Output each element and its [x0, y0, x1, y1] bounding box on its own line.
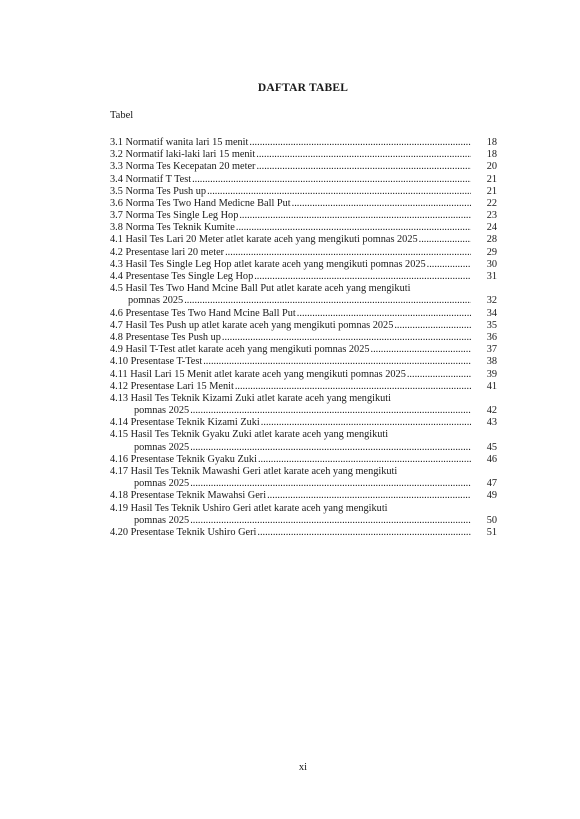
toc-entry-page: 28: [486, 234, 497, 246]
toc-entry-label: 3.4 Normatif T Test: [110, 173, 192, 185]
dot-leader: [184, 296, 471, 308]
dot-leader: [222, 332, 471, 344]
toc-entry-page: 38: [486, 356, 497, 368]
toc-entry: [110, 161, 497, 173]
dot-leader: [190, 515, 471, 527]
dot-leader: [249, 137, 471, 149]
toc-entry-page: 18: [486, 136, 497, 148]
dot-leader: [192, 174, 471, 186]
dot-leader: [190, 442, 471, 454]
toc-entry: [110, 149, 497, 161]
toc-entry-page: 41: [486, 380, 497, 392]
toc-entry-label: 4.20 Presentase Teknik Ushiro Geri: [110, 526, 257, 538]
toc-entry-page: 36: [486, 331, 497, 343]
page-title: DAFTAR TABEL: [257, 82, 349, 94]
toc-entry-line: [110, 430, 497, 442]
toc-entry-label-cont: pomnas 2025: [134, 478, 190, 490]
toc-entry: [110, 369, 497, 381]
toc-entry-page: 50: [486, 514, 497, 526]
toc-entry-page: 32: [486, 295, 497, 307]
toc-entry: [110, 332, 497, 344]
table-list-subheading: Tabel: [110, 110, 134, 121]
toc-entry-page: 45: [486, 441, 497, 453]
toc-entry-label: 4.17 Hasil Tes Teknik Mawashi Geri atlet karate aceh yang mengikuti: [110, 466, 398, 478]
toc-entry-label: 4.11 Hasil Lari 15 Menit atlet karate aceh yang mengikuti pomnas 2025: [110, 368, 406, 380]
dot-leader: [235, 381, 471, 393]
toc-entry: [110, 198, 497, 210]
toc-entry-continuation: [110, 442, 497, 454]
dot-leader: [203, 357, 471, 369]
toc-entry-continuation: [110, 515, 497, 527]
toc-entry-label: 4.9 Hasil T-Test atlet karate aceh yang mengikuti pomnas 2025: [110, 344, 370, 356]
toc-entry-label: 3.3 Norma Tes Kecepatan 20 meter: [110, 161, 256, 173]
toc-entry-line: [110, 466, 497, 478]
toc-entry-label: 4.10 Presentase T-Test: [110, 356, 203, 368]
toc-entry: [110, 308, 497, 320]
toc-entry-page: 21: [486, 173, 497, 185]
toc-entry-page: 30: [486, 258, 497, 270]
toc-entry-label: 3.7 Norma Tes Single Leg Hop: [110, 210, 239, 222]
toc-entry-continuation: [110, 405, 497, 417]
toc-entry: [110, 381, 497, 393]
toc-entry-line: [110, 503, 497, 515]
toc-entry-label: 4.14 Presentase Teknik Kizami Zuki: [110, 417, 260, 429]
toc-entry-page: 24: [486, 222, 497, 234]
dot-leader: [258, 454, 471, 466]
toc-entry: [110, 186, 497, 198]
dot-leader: [257, 527, 471, 539]
toc-entry-label: 4.16 Presentase Teknik Gyaku Zuki: [110, 453, 257, 465]
toc-entry-page: 51: [486, 526, 497, 538]
toc-entry: [110, 527, 497, 539]
toc-entry: [110, 454, 497, 466]
toc-entry-continuation: [110, 295, 497, 307]
toc-entry-page: 47: [486, 478, 497, 490]
toc-entry-page: 22: [486, 197, 497, 209]
dot-leader: [292, 198, 471, 210]
toc-entry-page: 35: [486, 319, 497, 331]
dot-leader: [190, 478, 471, 490]
dot-leader: [267, 491, 471, 503]
toc-entry-label-cont: pomnas 2025: [134, 405, 190, 417]
toc-entry-label: 4.4 Presentase Tes Single Leg Hop: [110, 271, 254, 283]
toc-entry: [110, 137, 497, 149]
toc-entry-page: 21: [486, 185, 497, 197]
dot-leader: [427, 259, 471, 271]
toc-entry-label: 4.19 Hasil Tes Teknik Ushiro Geri atlet karate aceh yang mengikuti: [110, 502, 388, 514]
toc-entry-label-cont: pomnas 2025: [134, 441, 190, 453]
toc-entry-label: 4.13 Hasil Tes Teknik Kizami Zuki atlet karate aceh yang mengikuti: [110, 392, 391, 404]
dot-leader: [419, 235, 471, 247]
toc-entry: [110, 210, 497, 222]
toc-entry-label: 3.5 Norma Tes Push up: [110, 185, 207, 197]
dot-leader: [236, 223, 471, 235]
dot-leader: [394, 320, 471, 332]
toc-entry-label-cont: pomnas 2025: [134, 514, 190, 526]
toc-entry-page: 42: [486, 405, 497, 417]
toc-entry: [110, 259, 497, 271]
toc-entry: [110, 356, 497, 368]
toc-entry-page: 43: [486, 417, 497, 429]
toc-entry: [110, 247, 497, 259]
page-number: xi: [298, 762, 308, 773]
toc-entry-label: 4.1 Hasil Tes Lari 20 Meter atlet karate aceh yang mengikuti pomnas 2025: [110, 234, 418, 246]
toc-entry: [110, 417, 497, 429]
toc-entry-label: 3.8 Norma Tes Teknik Kumite: [110, 222, 235, 234]
dot-leader: [256, 162, 471, 174]
dot-leader: [225, 247, 471, 259]
toc-entry-line: [110, 393, 497, 405]
toc-entry-page: 18: [486, 149, 497, 161]
toc-entry-label: 4.12 Presentase Lari 15 Menit: [110, 380, 234, 392]
toc-entry: [110, 222, 497, 234]
table-of-tables: [110, 137, 497, 539]
toc-entry-page: 29: [486, 246, 497, 258]
toc-entry-label: 4.7 Hasil Tes Push up atlet karate aceh yang mengikuti pomnas 2025: [110, 319, 394, 331]
dot-leader: [371, 344, 472, 356]
toc-entry: [110, 271, 497, 283]
toc-entry-page: 49: [486, 490, 497, 502]
toc-entry-label: 4.3 Hasil Tes Single Leg Hop atlet karate aceh yang mengikuti pomnas 2025: [110, 258, 426, 270]
toc-entry-page: 31: [486, 271, 497, 283]
toc-entry-page: 34: [486, 307, 497, 319]
toc-entry-page: 46: [486, 453, 497, 465]
toc-entry-label: 3.1 Normatif wanita lari 15 menit: [110, 136, 249, 148]
toc-entry: [110, 235, 497, 247]
toc-entry: [110, 490, 497, 502]
dot-leader: [254, 271, 471, 283]
toc-entry-label: 4.15 Hasil Tes Teknik Gyaku Zuki atlet karate aceh yang mengikuti: [110, 429, 389, 441]
dot-leader: [239, 210, 471, 222]
toc-entry-label: 3.6 Norma Tes Two Hand Medicne Ball Put: [110, 197, 291, 209]
toc-entry: [110, 174, 497, 186]
dot-leader: [407, 369, 471, 381]
toc-entry-continuation: [110, 478, 497, 490]
toc-entry-page: 23: [486, 210, 497, 222]
toc-entry: [110, 344, 497, 356]
toc-entry-label: 4.8 Presentase Tes Push up: [110, 331, 221, 343]
toc-entry-label: 4.6 Presentase Tes Two Hand Mcine Ball Put: [110, 307, 296, 319]
dot-leader: [256, 149, 471, 161]
dot-leader: [207, 186, 471, 198]
toc-entry-page: 20: [486, 161, 497, 173]
toc-entry: [110, 320, 497, 332]
toc-entry-label: 3.2 Normatif laki-laki lari 15 menit: [110, 149, 256, 161]
toc-entry-label: 4.2 Presentase lari 20 meter: [110, 246, 225, 258]
toc-entry-label: 4.5 Hasil Tes Two Hand Mcine Ball Put atlet karate aceh yang mengikuti: [110, 283, 411, 295]
toc-entry-page: 39: [486, 368, 497, 380]
toc-entry-page: 37: [486, 344, 497, 356]
toc-entry-line: [110, 283, 497, 295]
dot-leader: [190, 405, 471, 417]
dot-leader: [297, 308, 471, 320]
dot-leader: [261, 418, 471, 430]
toc-entry-label-cont: pomnas 2025: [128, 295, 184, 307]
toc-entry-label: 4.18 Presentase Teknik Mawahsi Geri: [110, 490, 267, 502]
